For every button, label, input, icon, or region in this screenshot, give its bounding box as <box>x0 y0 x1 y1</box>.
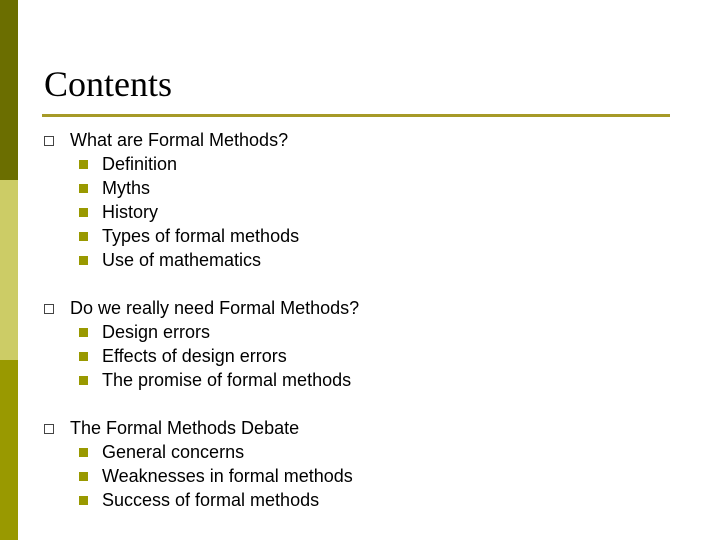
list-item <box>44 440 353 464</box>
square-bullet-icon <box>79 472 88 481</box>
list-item-text: Effects of design errors <box>102 346 287 366</box>
square-bullet-icon <box>79 376 88 385</box>
list-item-text: Design errors <box>102 322 211 342</box>
section-heading-text: What are Formal Methods? <box>70 130 289 150</box>
section-heading <box>44 416 353 440</box>
list-item-text: General concerns <box>102 442 245 462</box>
title-divider <box>42 114 670 117</box>
accent-bar-bottom <box>0 360 18 540</box>
list-item <box>44 464 353 488</box>
sub-list <box>44 152 299 272</box>
list-item-text: Definition <box>102 154 178 174</box>
square-bullet-icon <box>79 232 88 241</box>
section-what-are-formal-methods <box>44 128 299 272</box>
list-item-text: Types of formal methods <box>102 226 300 246</box>
square-bullet-icon <box>79 208 88 217</box>
box-bullet-icon <box>44 424 54 434</box>
square-bullet-icon <box>79 496 88 505</box>
section-formal-methods-debate <box>44 416 353 512</box>
list-item-text: Myths <box>102 178 151 198</box>
list-item <box>44 176 299 200</box>
square-bullet-icon <box>79 352 88 361</box>
section-do-we-need-formal-methods <box>44 296 359 392</box>
list-item <box>44 344 359 368</box>
list-item <box>44 152 299 176</box>
square-bullet-icon <box>79 184 88 193</box>
box-bullet-icon <box>44 304 54 314</box>
list-item <box>44 224 299 248</box>
sub-list <box>44 320 359 392</box>
box-bullet-icon <box>44 136 54 146</box>
list-item-text: The promise of formal methods <box>102 370 352 390</box>
square-bullet-icon <box>79 328 88 337</box>
square-bullet-icon <box>79 448 88 457</box>
accent-bar-top <box>0 0 18 180</box>
list-item-text: Weaknesses in formal methods <box>102 466 353 486</box>
square-bullet-icon <box>79 160 88 169</box>
slide-title: Contents <box>44 64 173 104</box>
list-item <box>44 248 299 272</box>
list-item <box>44 320 359 344</box>
list-item-text: Success of formal methods <box>102 490 320 510</box>
list-item <box>44 200 299 224</box>
section-heading <box>44 128 299 152</box>
section-heading <box>44 296 359 320</box>
list-item <box>44 368 359 392</box>
section-heading-text: The Formal Methods Debate <box>70 418 300 438</box>
list-item <box>44 488 353 512</box>
left-accent-bar <box>0 0 18 540</box>
section-heading-text: Do we really need Formal Methods? <box>70 298 360 318</box>
accent-bar-middle <box>0 180 18 360</box>
list-item-text: History <box>102 202 159 222</box>
sub-list <box>44 440 353 512</box>
square-bullet-icon <box>79 256 88 265</box>
list-item-text: Use of mathematics <box>102 250 262 270</box>
